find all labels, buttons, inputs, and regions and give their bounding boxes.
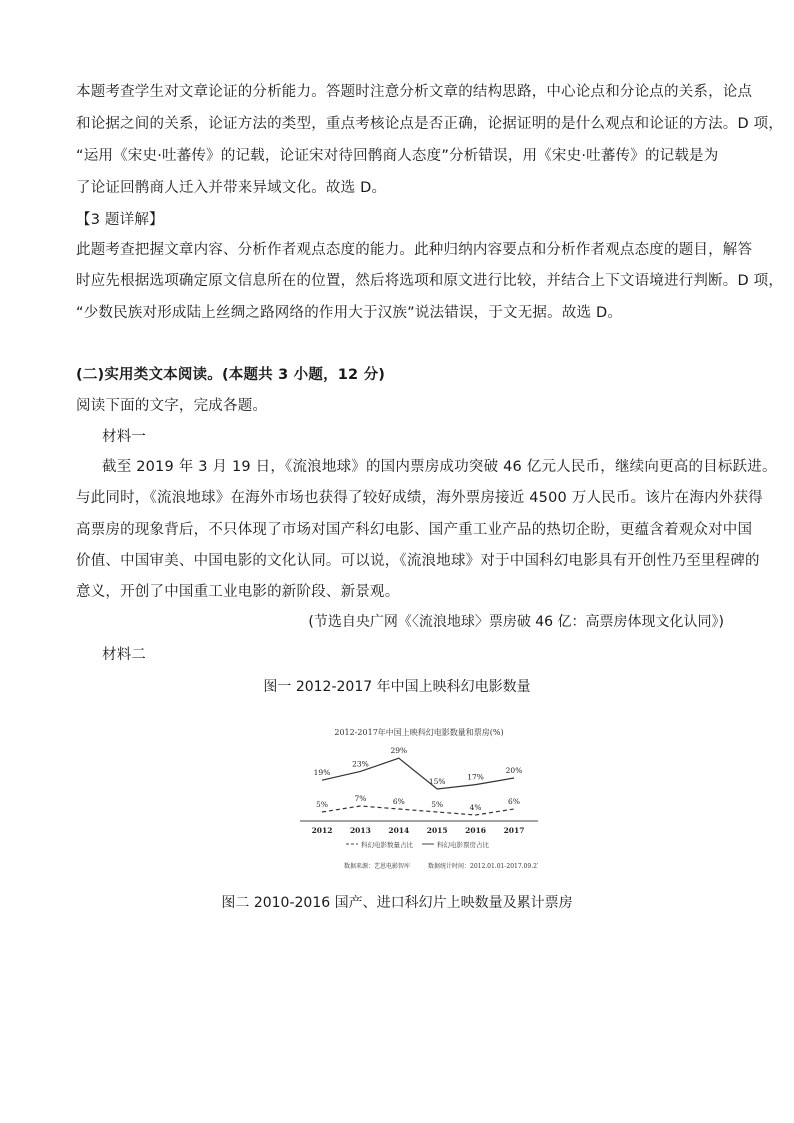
x-tick-label: 2014: [388, 826, 410, 835]
line-chart: [300, 718, 538, 880]
chart-title: 2012-2017年中国上映科幻电影数量和票房(%): [334, 728, 504, 737]
answer-text-line: 此题考查把握文章内容、分析作者观点态度的能力。此种归纳内容要点和分析作者观点态度的题目，解答: [76, 242, 753, 258]
material1-line: 与此同时，《流浪地球》在海外市场也获得了较好成绩，海外票房接近 4500 万人民币。该片在海内外获得: [76, 490, 763, 506]
x-tick-label: 2015: [426, 826, 448, 835]
material1-source: (节选自央广网《〈流浪地球〉票房破 46 亿：高票房体现文化认同》): [308, 614, 724, 630]
data-label: 17%: [467, 772, 484, 782]
series-line-film-count: [322, 806, 514, 815]
data-label: 4%: [469, 803, 482, 812]
figure1-chart: [300, 718, 538, 880]
answer-text-line: “运用《宋史·吐蕃传》的记载，论证宋对待回鹘商人态度”分析错误，用《宋史·吐蕃传》的记载是为: [76, 148, 719, 164]
data-label: 6%: [392, 797, 405, 806]
figure2-caption: 图二 2010-2016 国产、进口科幻片上映数量及累计票房: [221, 895, 573, 911]
answer-text-line: 和论据之间的关系，论证方法的类型，重点考核论点是否正确，论据证明的是什么观点和论证的方法。D 项，: [76, 116, 784, 132]
data-label: 5%: [316, 800, 328, 809]
legend-dashed-label: 科幻电影数量占比: [361, 841, 413, 849]
material1-label: 材料一: [102, 429, 147, 445]
data-label: 19%: [313, 768, 331, 778]
x-tick-label: 2012: [311, 826, 333, 835]
x-tick-label: 2016: [465, 826, 487, 835]
instruction-text: 阅读下面的文字，完成各题。: [76, 398, 268, 414]
data-label: 29%: [390, 746, 408, 756]
question-3-heading: 【3 题详解】: [76, 212, 164, 228]
answer-text-line: “少数民族对形成陆上丝绸之路网络的作用大于汉族”说法错误，于文无据。故选 D。: [76, 305, 623, 321]
chart-source-note: 数据来源：艺恩电影智库: [344, 863, 411, 870]
answer-text-line: 了论证回鹘商人迁入并带来异域文化。故选 D。: [76, 180, 387, 196]
answer-text-line: 时应先根据选项确定原文信息所在的位置，然后将选项和原文进行比较，并结合上下文语境进行判断。D 项，: [76, 273, 784, 289]
data-label: 15%: [428, 777, 446, 786]
data-label: 6%: [508, 797, 520, 806]
data-label: 7%: [354, 794, 367, 803]
answer-text-line: 本题考查学生对文章论证的分析能力。答题时注意分析文章的结构思路，中心论点和分论点的关系，论点: [76, 84, 753, 100]
series-line-box-office: [322, 758, 514, 789]
data-label: 5%: [431, 800, 444, 809]
figure1-caption: 图一 2012-2017 年中国上映科幻电影数量: [263, 679, 531, 695]
data-label: 20%: [505, 766, 523, 775]
material1-line: 价值、中国审美、中国电影的文化认同。可以说，《流浪地球》对于中国科幻电影具有开创性乃至里程碑的: [76, 553, 760, 569]
material2-label: 材料二: [102, 647, 147, 663]
data-label: 23%: [352, 759, 369, 769]
material1-line: 高票房的现象背后，不只体现了市场对国产科幻电影、国产重工业产品的热切企盼，更蕴含着观众对中国: [76, 522, 753, 538]
legend-solid-label: 科幻电影票房占比: [437, 841, 489, 849]
chart-time-note: 数据统计时间：2012.01.01-2017.09.27: [428, 863, 538, 870]
section-title: (二)实用类文本阅读。(本题共 3 小题，12 分): [76, 367, 386, 383]
material1-line: 意义，开创了中国重工业电影的新阶段、新景观。: [76, 584, 400, 600]
material1-line: 截至 2019 年 3 月 19 日，《流浪地球》的国内票房成功突破 46 亿元人民币，继续向更高的目标跃进。: [102, 459, 777, 475]
x-tick-label: 2013: [349, 826, 371, 835]
x-tick-label: 2017: [503, 826, 525, 835]
